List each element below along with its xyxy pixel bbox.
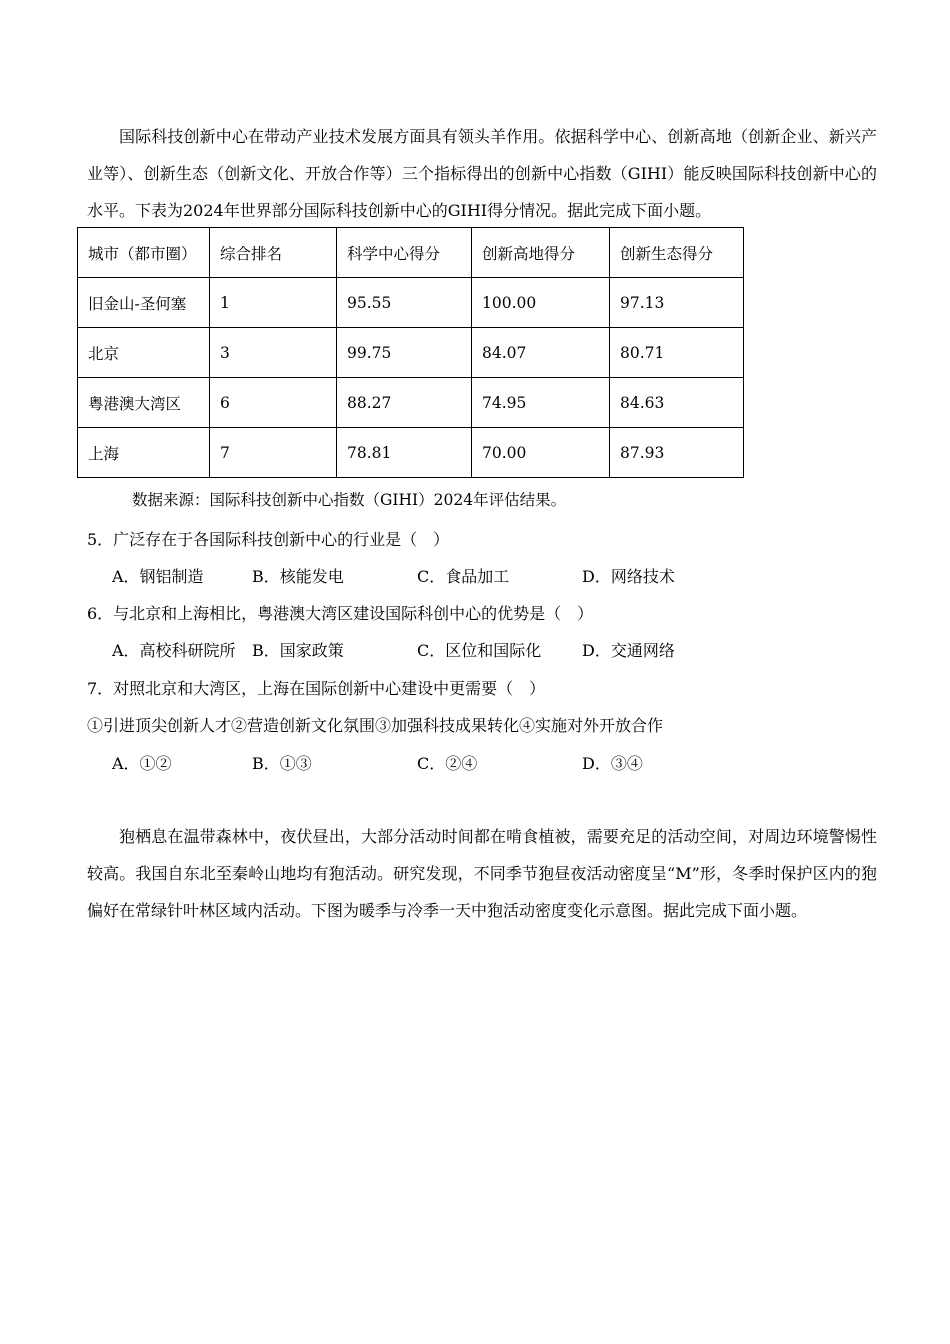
cell-innovation: 84.07 xyxy=(472,328,610,378)
cell-ecology: 87.93 xyxy=(610,428,744,478)
cell-ecology: 80.71 xyxy=(610,328,744,378)
question-5-stem: 5．广泛存在于各国际科技创新中心的行业是（ ） xyxy=(87,530,450,549)
q5-option-d[interactable]: D．网络技术 xyxy=(582,567,675,586)
passage-1: 国际科技创新中心在带动产业技术发展方面具有领头羊作用。依据科学中心、创新高地（创新企业、新兴产业等）、创新生态（创新文化、开放合作等）三个指标得出的创新中心指数（GIHI）能反映国际科技创新中心的水平。下表为2024年世界部分国际科技创新中心的GIHI得分情况。据此完成下面小题。 xyxy=(87,127,877,220)
header-city: 城市（都市圈） xyxy=(78,228,210,278)
cell-innovation: 74.95 xyxy=(472,378,610,428)
table-row xyxy=(78,278,744,328)
q7-option-b[interactable]: B．①③ xyxy=(252,754,312,773)
header-innovation: 创新高地得分 xyxy=(472,228,610,278)
table-row xyxy=(78,328,744,378)
cell-rank: 7 xyxy=(210,428,337,478)
cell-rank: 3 xyxy=(210,328,337,378)
header-rank: 综合排名 xyxy=(210,228,337,278)
q7-option-c[interactable]: C．②④ xyxy=(417,754,478,773)
header-ecology: 创新生态得分 xyxy=(610,228,744,278)
table-row xyxy=(78,428,744,478)
q7-option-d[interactable]: D．③④ xyxy=(582,754,643,773)
table-row xyxy=(78,378,744,428)
cell-city: 粤港澳大湾区 xyxy=(78,378,210,428)
cell-rank: 6 xyxy=(210,378,337,428)
q6-option-b[interactable]: B．国家政策 xyxy=(252,641,344,660)
header-science: 科学中心得分 xyxy=(337,228,472,278)
cell-ecology: 97.13 xyxy=(610,278,744,328)
q5-option-b[interactable]: B．核能发电 xyxy=(252,567,344,586)
passage-2: 狍栖息在温带森林中，夜伏昼出，大部分活动时间都在啃食植被，需要充足的活动空间，对周边环境警惕性较高。我国自东北至秦岭山地均有狍活动。研究发现，不同季节狍昼夜活动密度呈“M”形，冬季时保护区内的狍偏好在常绿针叶林区域内活动。下图为暖季与冷季一天中狍活动密度变化示意图。据此完成下面小题。 xyxy=(87,827,877,920)
question-7-statements: ①引进顶尖创新人才②营造创新文化氛围③加强科技成果转化④实施对外开放合作 xyxy=(87,716,664,735)
cell-city: 上海 xyxy=(78,428,210,478)
gihi-score-table xyxy=(77,227,744,478)
cell-rank: 1 xyxy=(210,278,337,328)
cell-city: 旧金山-圣何塞 xyxy=(78,278,210,328)
cell-city: 北京 xyxy=(78,328,210,378)
q7-option-a[interactable]: A．①② xyxy=(112,754,172,773)
q5-option-c[interactable]: C．食品加工 xyxy=(417,567,510,586)
cell-science: 99.75 xyxy=(337,328,472,378)
cell-science: 78.81 xyxy=(337,428,472,478)
cell-science: 95.55 xyxy=(337,278,472,328)
question-6-stem: 6．与北京和上海相比，粤港澳大湾区建设国际科创中心的优势是（ ） xyxy=(87,604,594,623)
cell-innovation: 70.00 xyxy=(472,428,610,478)
q6-option-d[interactable]: D．交通网络 xyxy=(582,641,675,660)
q6-option-c[interactable]: C．区位和国际化 xyxy=(417,641,542,660)
q5-option-a[interactable]: A．钢铝制造 xyxy=(112,567,204,586)
cell-science: 88.27 xyxy=(337,378,472,428)
cell-innovation: 100.00 xyxy=(472,278,610,328)
cell-ecology: 84.63 xyxy=(610,378,744,428)
q6-option-a[interactable]: A．高校科研院所 xyxy=(112,641,236,660)
table-header-row xyxy=(78,228,744,278)
question-7-stem: 7．对照北京和大湾区，上海在国际创新中心建设中更需要（ ） xyxy=(87,679,546,698)
table-source-note: 数据来源：国际科技创新中心指数（GIHI）2024年评估结果。 xyxy=(132,491,567,509)
